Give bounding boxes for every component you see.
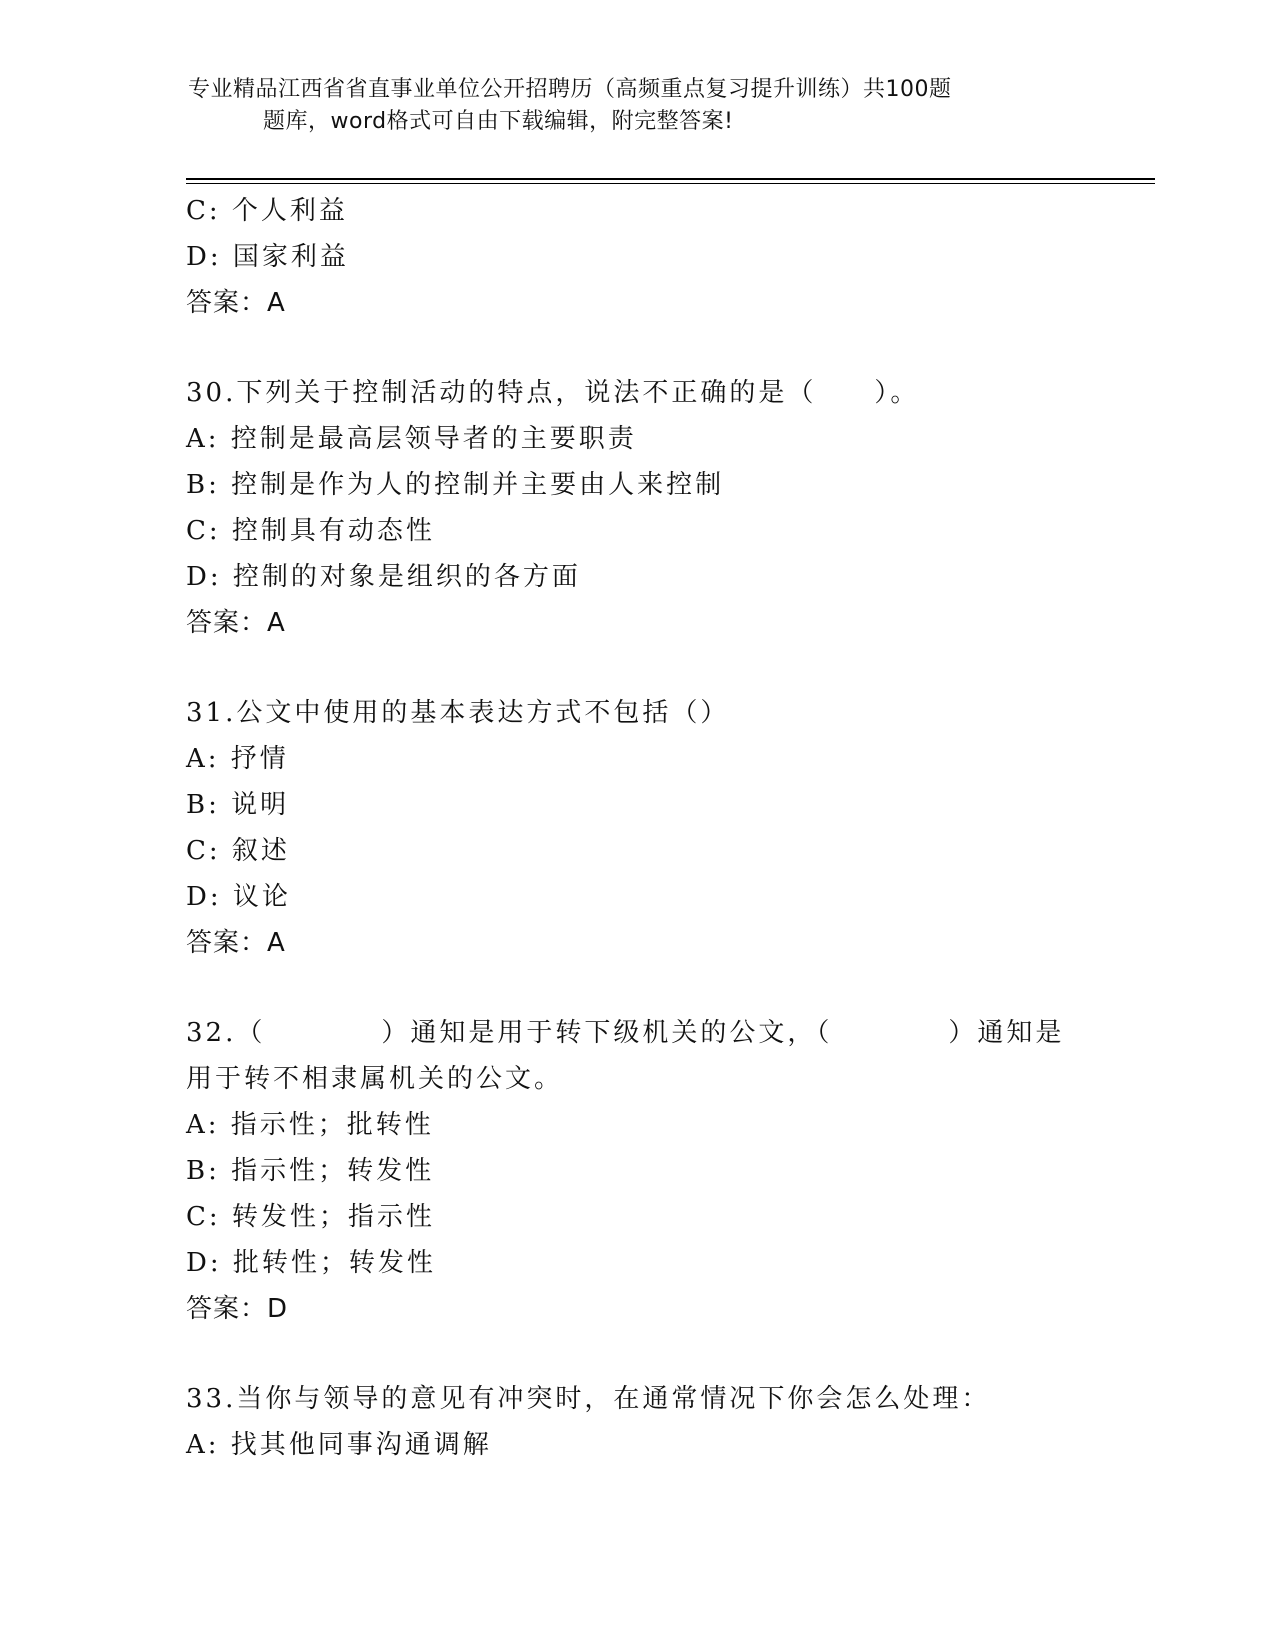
option-d: D: 议论: [186, 882, 291, 912]
question-31: [186, 690, 1146, 966]
answer-label: 答案：A: [186, 928, 286, 958]
option-d: D: 国家利益: [186, 242, 349, 272]
option-a: A: 控制是最高层领导者的主要职责: [186, 424, 637, 454]
option-d: D: 批转性；转发性: [186, 1248, 436, 1278]
option-b: B: 说明: [186, 790, 290, 820]
header-divider-thin: [186, 183, 1155, 184]
question-text: 31.公文中使用的基本表达方式不包括（）: [186, 698, 730, 728]
question-30: [186, 370, 1146, 646]
option-b: B: 指示性；转发性: [186, 1156, 435, 1186]
option-c: C: 个人利益: [186, 196, 348, 226]
answer-label: 答案：A: [186, 288, 286, 318]
header-title-line2: 题库，word格式可自由下载编辑，附完整答案!: [263, 109, 734, 134]
answer-label: 答案：A: [186, 608, 286, 638]
option-a: A: 指示性；批转性: [186, 1110, 434, 1140]
option-a: A: 找其他同事沟通调解: [186, 1430, 492, 1460]
question-33: [186, 1376, 1146, 1468]
answer-label: 答案：D: [186, 1294, 289, 1324]
question-32: [186, 1010, 1146, 1332]
option-c: C: 叙述: [186, 836, 290, 866]
option-c: C: 控制具有动态性: [186, 516, 435, 546]
question-text-line1: 32.（ ）通知是用于转下级机关的公文，（ ）通知是: [186, 1018, 1065, 1048]
question-content: [186, 188, 1146, 1468]
question-text-line2: 用于转不相隶属机关的公文。: [186, 1064, 564, 1094]
question-text: 33.当你与领导的意见有冲突时，在通常情况下你会怎么处理：: [186, 1384, 991, 1414]
question-text: 30.下列关于控制活动的特点，说法不正确的是（ ）。: [186, 378, 920, 408]
question-29-fragment: [186, 188, 1146, 326]
option-d: D: 控制的对象是组织的各方面: [186, 562, 581, 592]
option-b: B: 控制是作为人的控制并主要由人来控制: [186, 470, 725, 500]
option-c: C: 转发性；指示性: [186, 1202, 435, 1232]
header-title-line1: 专业精品江西省省直事业单位公开招聘历（高频重点复习提升训练）共100题: [188, 77, 952, 102]
header-divider: [186, 178, 1155, 180]
page-header: [188, 74, 1068, 138]
option-a: A: 抒情: [186, 744, 289, 774]
